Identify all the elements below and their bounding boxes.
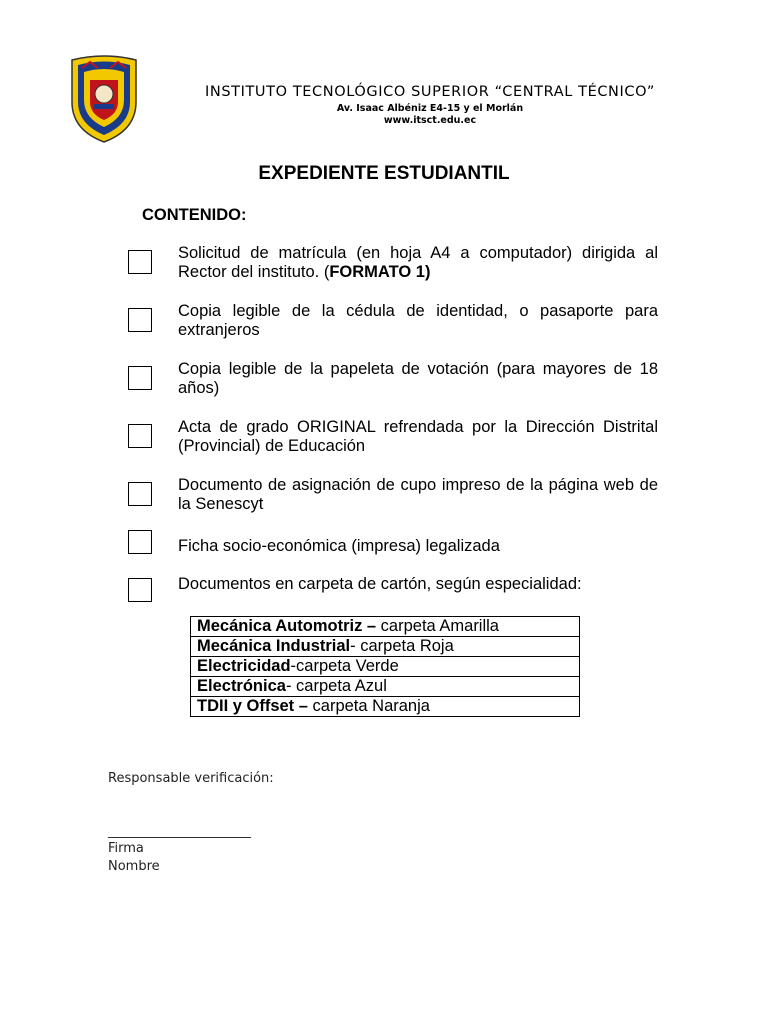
checkbox[interactable] xyxy=(128,424,152,448)
checkbox[interactable] xyxy=(128,250,152,274)
signature-label: Firma xyxy=(108,841,144,856)
signature-line: ______________________ xyxy=(108,824,251,839)
table-row xyxy=(191,697,580,717)
letterhead xyxy=(150,84,710,126)
institution-website: www.itsct.edu.ec xyxy=(383,115,477,126)
table-cell: Mecánica Automotriz – carpeta Amarilla xyxy=(191,617,580,637)
table-cell: Electricidad-carpeta Verde xyxy=(191,657,580,677)
name-label: Nombre xyxy=(108,859,160,874)
checklist-item-text: Copia legible de la papeleta de votación (para mayores de 18 años) xyxy=(178,360,658,397)
checklist-item-text: Documento de asignación de cupo impreso de la página web de la Senescyt xyxy=(178,476,658,513)
table-row xyxy=(191,677,580,697)
table-cell: TDII y Offset – carpeta Naranja xyxy=(191,697,580,717)
checkbox[interactable] xyxy=(128,482,152,506)
checklist-item-text: Solicitud de matrícula (en hoja A4 a computador) dirigida al Rector del instituto. (FORMATO 1) xyxy=(178,244,658,281)
checkbox[interactable] xyxy=(128,530,152,554)
table-row xyxy=(191,637,580,657)
checklist-item-text: Acta de grado ORIGINAL refrendada por la Dirección Distrital (Provincial) de Educación xyxy=(178,418,658,455)
table-row xyxy=(191,657,580,677)
institution-address: Av. Isaac Albéniz E4-15 y el Morlán xyxy=(336,103,524,114)
contents-label: CONTENIDO: xyxy=(142,206,247,224)
checkbox[interactable] xyxy=(128,578,152,602)
checkbox[interactable] xyxy=(128,366,152,390)
checklist-item-text: Ficha socio-económica (impresa) legalizada xyxy=(178,537,500,555)
checklist-item-text: Copia legible de la cédula de identidad, o pasaporte para extranjeros xyxy=(178,302,658,339)
checklist-item-text: Documentos en carpeta de cartón, según especialidad: xyxy=(178,575,582,593)
checkbox[interactable] xyxy=(128,308,152,332)
verifier-label: Responsable verificación: xyxy=(108,771,274,786)
table-cell: Mecánica Industrial- carpeta Roja xyxy=(191,637,580,657)
institute-crest-logo xyxy=(64,52,144,144)
table-row xyxy=(191,617,580,637)
document-title: EXPEDIENTE ESTUDIANTIL xyxy=(258,163,510,184)
table-cell: Electrónica- carpeta Azul xyxy=(191,677,580,697)
institution-name: INSTITUTO TECNOLÓGICO SUPERIOR “CENTRAL TÉCNICO” xyxy=(205,84,655,100)
specialty-folder-table xyxy=(190,616,580,717)
